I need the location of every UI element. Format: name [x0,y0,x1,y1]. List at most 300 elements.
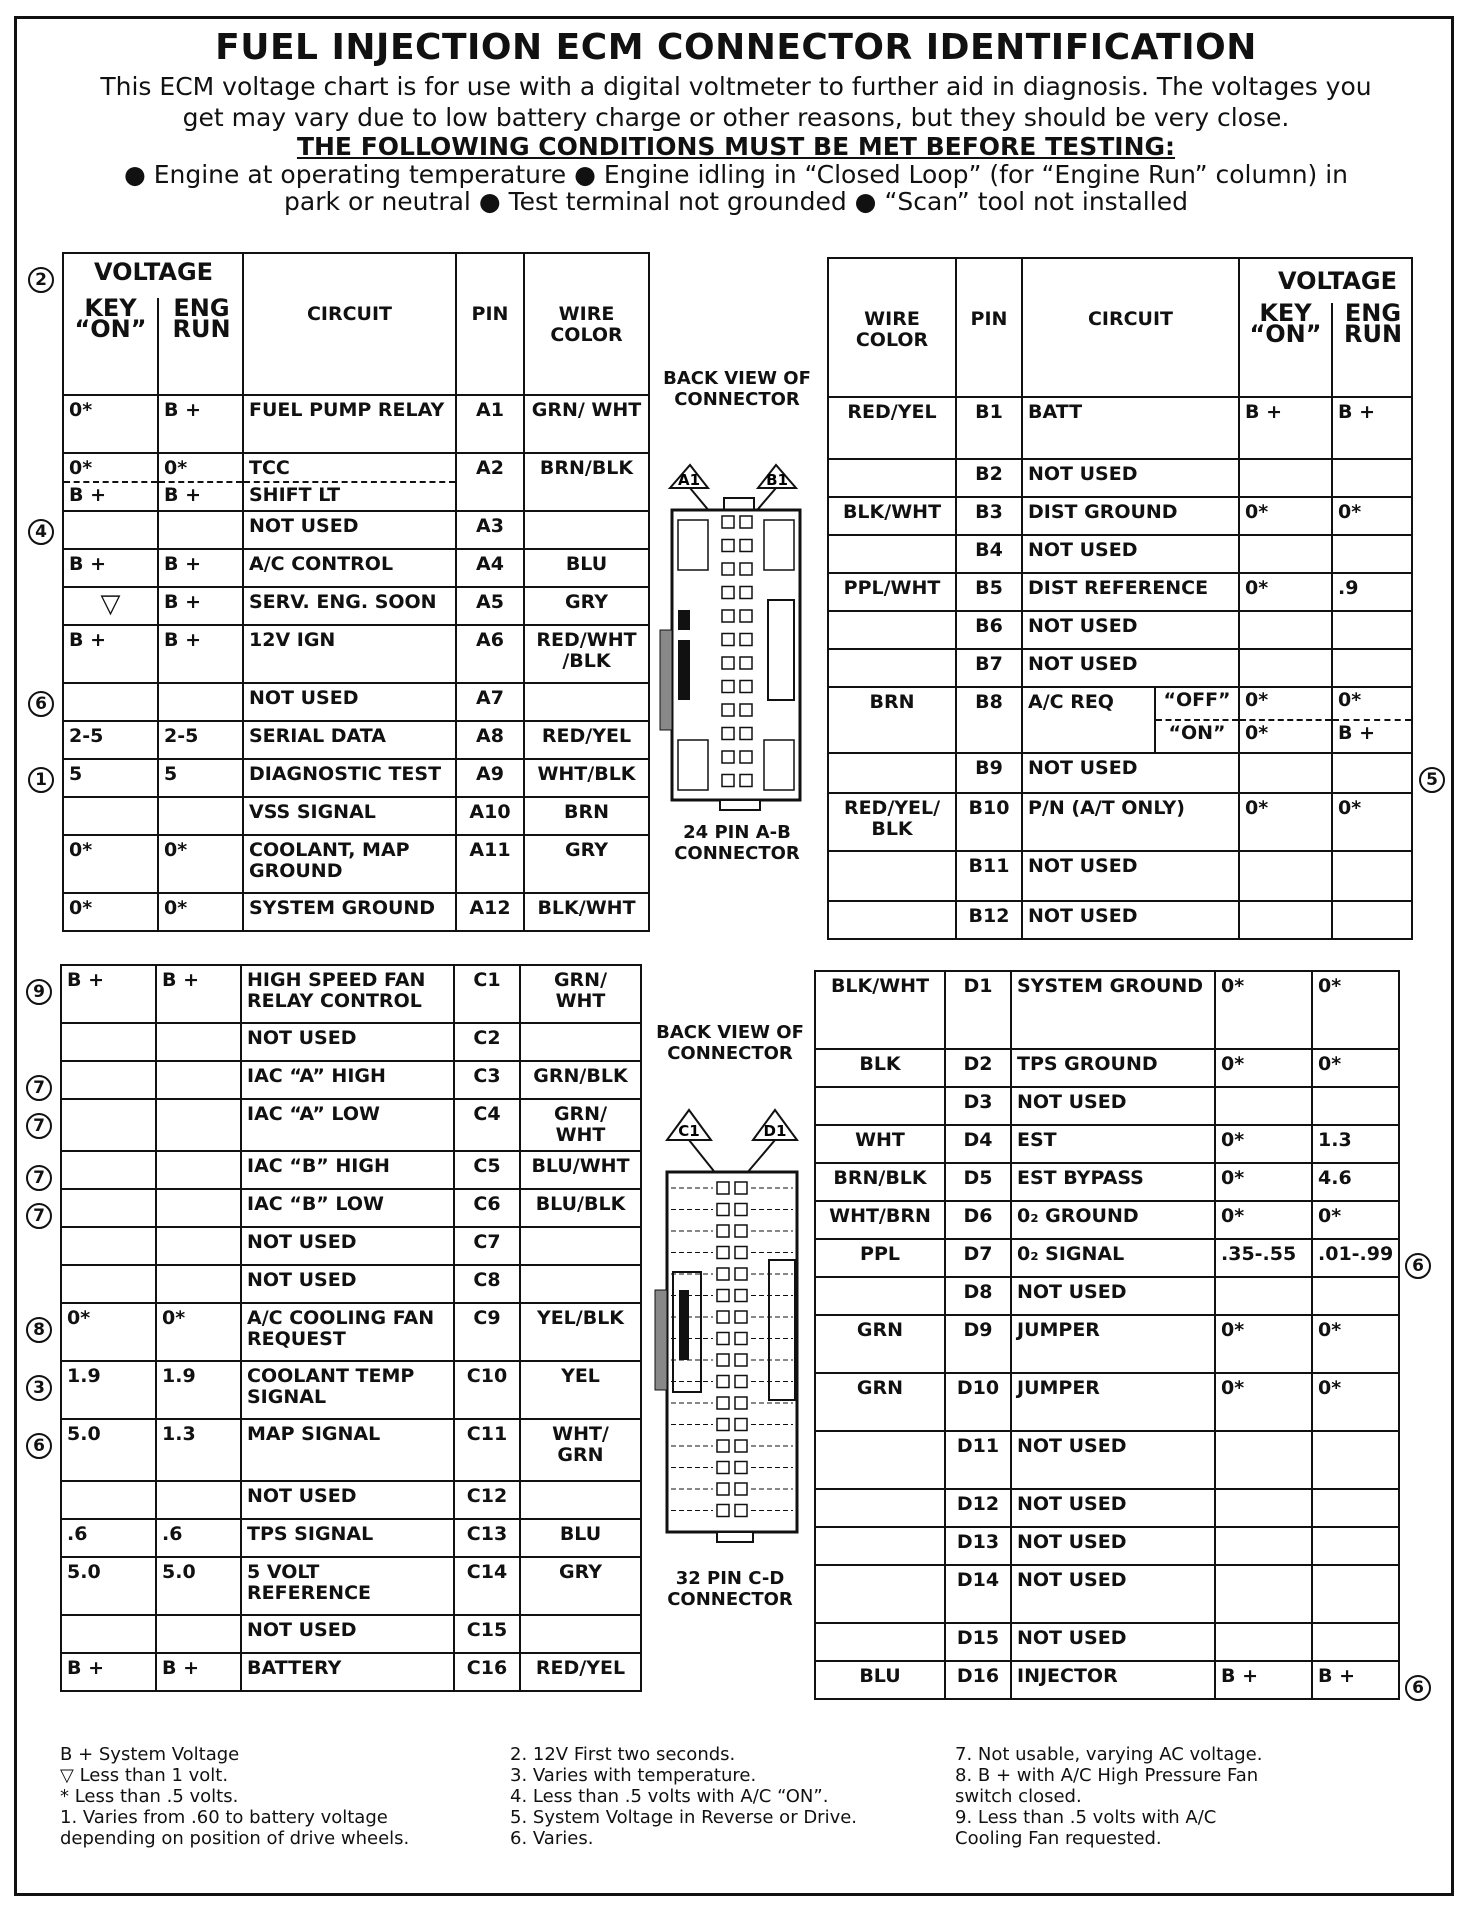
cell [1239,753,1332,793]
table-row [828,753,1412,793]
cell: A/C COOLING FAN REQUEST [241,1303,454,1361]
connector-pin [735,1440,747,1452]
cell: BRN/BLK [524,453,649,511]
note-ref-circle: 5 [1419,767,1445,793]
cell: B + [1215,1661,1312,1699]
cell: NOT USED [243,683,456,721]
cell: BRN [828,687,956,753]
cell: GRN/ WHT [520,965,641,1023]
connector-pin [717,1247,729,1259]
connector-pin [735,1225,747,1237]
cell [1312,1277,1399,1315]
cell: D10 [945,1373,1011,1431]
cell: A8 [456,721,524,759]
table-row [61,1653,641,1691]
eng-value: 0* [1333,688,1411,721]
cell: A4 [456,549,524,587]
cell: NOT USED [1011,1277,1215,1315]
cell [1239,901,1332,939]
note-line: Cooling Fan requested. [955,1828,1162,1849]
note-ref-circle: 6 [1405,1675,1431,1701]
cell: B2 [956,459,1022,497]
cell: 0* [158,893,243,931]
cell: WHT/BLK [524,759,649,797]
circuit-header: CIRCUIT [243,253,456,395]
cell [815,1527,945,1565]
note-ref-circle: 7 [26,1075,52,1101]
cell: 0₂ SIGNAL [1011,1239,1215,1277]
table-row [63,453,649,511]
table-c-pins [60,964,642,1692]
cell: 5.0 [61,1557,156,1615]
cell: 0* [1312,971,1399,1049]
cell: B7 [956,649,1022,687]
voltage-label: VOLTAGE [1277,267,1397,295]
cell [520,1481,641,1519]
cell: B + [1312,1661,1399,1699]
connector-pin [722,728,734,740]
cell: D8 [945,1277,1011,1315]
table-row [815,1201,1399,1239]
connector-ab-diagram [650,460,820,840]
cell: C12 [454,1481,520,1519]
cell: A5 [456,587,524,625]
cell [520,1615,641,1653]
cell: BRN [524,797,649,835]
table-row [828,793,1412,851]
cell [61,1023,156,1061]
cell [158,683,243,721]
connector-pin [735,1505,747,1517]
cell: 1.3 [1312,1125,1399,1163]
cell: B + [158,587,243,625]
note-line: 1. Varies from .60 to battery voltage [60,1807,388,1828]
cell [243,453,456,511]
circuit-header: CIRCUIT [1022,258,1239,397]
cell: B3 [956,497,1022,535]
voltage-label: VOLTAGE [94,258,214,286]
table-row [815,1277,1399,1315]
cell [1312,1565,1399,1623]
connector-pin [740,775,752,787]
table-row [63,587,649,625]
cell: EST BYPASS [1011,1163,1215,1201]
cell: B + [61,1653,156,1691]
intro-line-2: get may vary due to low battery charge or other reasons, but they should be very close. [182,103,1290,132]
cell: C6 [454,1189,520,1227]
cell: DIAGNOSTIC TEST [243,759,456,797]
table-row [815,1315,1399,1373]
cell: 0* [158,835,243,893]
cell: C11 [454,1419,520,1481]
connector-pin [717,1483,729,1495]
table-row [828,535,1412,573]
cell [828,851,956,901]
cell [520,1265,641,1303]
cell: C13 [454,1519,520,1557]
cell: D5 [945,1163,1011,1201]
cell [1215,1565,1312,1623]
pin-header: PIN [456,253,524,395]
table-row [61,1519,641,1557]
page-header [40,26,1432,215]
cell: D9 [945,1315,1011,1373]
cell: C4 [454,1099,520,1151]
cell [828,459,956,497]
cell: A1 [456,395,524,453]
table-row [63,893,649,931]
connector-pin [722,634,734,646]
cell [63,683,158,721]
table-row [815,1661,1399,1699]
cell [63,797,158,835]
cell [1239,611,1332,649]
cell [815,1087,945,1125]
cell: BLU [815,1661,945,1699]
cell: 0* [1215,971,1312,1049]
cell: BLK/WHT [828,497,956,535]
connector-pin [735,1290,747,1302]
connector-pin [735,1376,747,1388]
cell: BLU [524,549,649,587]
connector-pin [717,1376,729,1388]
back-view-label-cd: BACK VIEW OF CONNECTOR [656,1022,804,1064]
connector-pin [740,704,752,716]
cell: NOT USED [241,1265,454,1303]
table-row [61,1303,641,1361]
cell: NOT USED [1011,1527,1215,1565]
cell: DIST REFERENCE [1022,573,1239,611]
cell: 5.0 [156,1557,241,1615]
cell [156,1265,241,1303]
cell: NOT USED [1022,459,1239,497]
table-row [815,1431,1399,1489]
cell: SYSTEM GROUND [1011,971,1215,1049]
cell: IAC “A” LOW [241,1099,454,1151]
cell: 0* [1215,1125,1312,1163]
cell [156,1615,241,1653]
connector-pin [717,1268,729,1280]
cell: D11 [945,1431,1011,1489]
note-ref-circle: 6 [28,691,54,717]
cell: WHT [815,1125,945,1163]
eng-run-header: ENG RUN [172,294,231,343]
cell: GRY [520,1557,641,1615]
connector-pin [740,563,752,575]
connector-pin [722,657,734,669]
table-row [63,625,649,683]
cell: 0* [1332,793,1412,851]
connector-pin [735,1268,747,1280]
cell: D14 [945,1565,1011,1623]
table-row [815,1163,1399,1201]
cell: 0* [1312,1049,1399,1087]
cell: GRN [815,1315,945,1373]
table-row [61,1419,641,1481]
cell [61,1099,156,1151]
table-row [815,1623,1399,1661]
conditions-line-1: ● Engine at operating temperature ● Engine idling in “Closed Loop” (for “Engine Run” column) in [123,160,1349,189]
cell: C8 [454,1265,520,1303]
cell: B + [61,965,156,1023]
note-line: B + System Voltage [60,1744,240,1765]
cell [1239,459,1332,497]
table-row [828,611,1412,649]
cell: NOT USED [1022,611,1239,649]
cell: NOT USED [1011,1087,1215,1125]
sub-label-2: “ON” [1168,722,1226,744]
cell: INJECTOR [1011,1661,1215,1699]
cell: D7 [945,1239,1011,1277]
cell: 1.3 [156,1419,241,1481]
notes-column-3 [955,1744,1262,1849]
cell: RED/YEL/ BLK [828,793,956,851]
cell [1312,1623,1399,1661]
cell: WHT/BRN [815,1201,945,1239]
pin-d1-marker: D1 [763,1122,787,1140]
notes-column-2 [510,1744,857,1849]
connector-pin [735,1182,747,1194]
connector-cd-label: 32 PIN C-D CONNECTOR [667,1568,793,1610]
cell: 2-5 [158,721,243,759]
cell: C10 [454,1361,520,1419]
table-row [61,1189,641,1227]
cell: NOT USED [1011,1565,1215,1623]
cell: BLK/WHT [524,893,649,931]
cell: 0* [1312,1201,1399,1239]
cell [828,611,956,649]
cell [815,1623,945,1661]
key-value: 0* [69,457,93,479]
cell [1215,1277,1312,1315]
cell: A11 [456,835,524,893]
table-row [815,1527,1399,1565]
table-row [828,687,1412,753]
circuit-name-2: SHIFT LT [244,481,455,506]
pin-b1-marker: B1 [766,471,788,489]
table-b-pins [827,257,1413,940]
cell: 0₂ GROUND [1011,1201,1215,1239]
connector-pin [722,681,734,693]
cell: COOLANT TEMP SIGNAL [241,1361,454,1419]
cell [815,1565,945,1623]
cell [63,453,158,511]
sub-label: “OFF” [1156,688,1238,721]
voltage-header [1239,258,1412,397]
connector-pin [717,1354,729,1366]
note-line: 8. B + with A/C High Pressure Fan [955,1765,1259,1786]
cell: C7 [454,1227,520,1265]
cell: NOT USED [241,1615,454,1653]
cell: C3 [454,1061,520,1099]
note-line: 4. Less than .5 volts with A/C “ON”. [510,1786,829,1807]
cell: 5 VOLT REFERENCE [241,1557,454,1615]
pin-c1-marker: C1 [678,1122,700,1140]
cell: COOLANT, MAP GROUND [243,835,456,893]
cell: A10 [456,797,524,835]
note-line: ▽ Less than 1 volt. [60,1765,229,1786]
cell: A3 [456,511,524,549]
table-row [63,549,649,587]
cell: YEL/BLK [520,1303,641,1361]
cell: A12 [456,893,524,931]
eng-value: 0* [164,457,188,479]
cell: BATT [1022,397,1239,459]
cell [156,1189,241,1227]
cell [158,511,243,549]
table-row [61,1061,641,1099]
cell [828,535,956,573]
cell: SERV. ENG. SOON [243,587,456,625]
cell: 5 [63,759,158,797]
connector-pin [735,1247,747,1259]
note-ref-circle: 9 [26,979,52,1005]
cell [61,1189,156,1227]
cell: B10 [956,793,1022,851]
cell [156,1481,241,1519]
cell [828,753,956,793]
cell: D12 [945,1489,1011,1527]
cell: B + [158,625,243,683]
cell: NOT USED [243,511,456,549]
cell: IAC “A” HIGH [241,1061,454,1099]
cell: NOT USED [1011,1431,1215,1489]
cell: A/C CONTROL [243,549,456,587]
cell: YEL [520,1361,641,1419]
note-line: depending on position of drive wheels. [60,1828,410,1849]
cell: TPS GROUND [1011,1049,1215,1087]
cell [1332,459,1412,497]
cell: D3 [945,1087,1011,1125]
cell: BLK [815,1049,945,1087]
table-row [828,573,1412,611]
cell [1239,851,1332,901]
connector-pin [735,1397,747,1409]
cell [61,1151,156,1189]
cell [1332,851,1412,901]
cell [1239,649,1332,687]
connector-pin [717,1290,729,1302]
cell [828,901,956,939]
cell: NOT USED [1022,649,1239,687]
wire-color-header: WIRE COLOR [524,253,649,395]
cell: GRN/ WHT [520,1099,641,1151]
cell [156,1099,241,1151]
cell: GRN/ WHT [524,395,649,453]
key-value-2: 0* [1245,722,1269,744]
pin-header: PIN [956,258,1022,397]
cell: .9 [1332,573,1412,611]
cell [828,649,956,687]
circuit-name: TCC [249,457,290,479]
cell: 12V IGN [243,625,456,683]
table-row [815,1239,1399,1277]
cell: D15 [945,1623,1011,1661]
connector-pin [740,751,752,763]
cell [520,1227,641,1265]
cell: 0* [1215,1049,1312,1087]
connector-pin [740,634,752,646]
cell: 1.9 [156,1361,241,1419]
cell [815,1431,945,1489]
cell: EST [1011,1125,1215,1163]
table-row [828,901,1412,939]
note-ref-circle: 1 [28,767,54,793]
table-row [63,683,649,721]
cell [156,1151,241,1189]
cell: C14 [454,1557,520,1615]
connector-pin [735,1462,747,1474]
cell: NOT USED [1011,1489,1215,1527]
cell: 4.6 [1312,1163,1399,1201]
cell [524,511,649,549]
table-row [61,1557,641,1615]
note-ref-circle: 3 [26,1375,52,1401]
cell: PPL/WHT [828,573,956,611]
cell: BLU/WHT [520,1151,641,1189]
table-row [815,1087,1399,1125]
cell: 0* [1215,1373,1312,1431]
connector-pin [735,1333,747,1345]
cell [1332,901,1412,939]
note-ref-circle: 7 [26,1113,52,1139]
connector-pin [717,1225,729,1237]
table-row [63,511,649,549]
cell: NOT USED [241,1481,454,1519]
cell: B + [156,1653,241,1691]
cell [1022,687,1239,753]
cell: JUMPER [1011,1315,1215,1373]
cell [1215,1623,1312,1661]
cell [63,511,158,549]
cell: NOT USED [1022,901,1239,939]
cell [1332,687,1412,753]
table-row [61,1361,641,1419]
table-row [815,1373,1399,1431]
cell [1332,535,1412,573]
note-ref-circle: 8 [26,1317,52,1343]
table-row [61,1481,641,1519]
note-ref-circle: 4 [28,519,54,545]
cell: 0* [1239,573,1332,611]
connector-pin [717,1397,729,1409]
cell [520,1023,641,1061]
connector-pin [717,1462,729,1474]
cell [61,1481,156,1519]
cell: 0* [63,835,158,893]
cell: NOT USED [1022,851,1239,901]
table-row [61,1265,641,1303]
cell [156,1227,241,1265]
table-row [61,1099,641,1151]
cell: MAP SIGNAL [241,1419,454,1481]
table-row [63,759,649,797]
cell: GRY [524,835,649,893]
cell: PPL [815,1239,945,1277]
connector-pin [740,610,752,622]
connector-pin [717,1204,729,1216]
cell [815,1277,945,1315]
cell: BATTERY [241,1653,454,1691]
cell [1332,611,1412,649]
cell: SERIAL DATA [243,721,456,759]
cell [1312,1489,1399,1527]
cell: C2 [454,1023,520,1061]
pin-a1-marker: A1 [677,471,701,489]
cell: 1.9 [61,1361,156,1419]
cell: RED/YEL [828,397,956,459]
connector-pin [722,516,734,528]
